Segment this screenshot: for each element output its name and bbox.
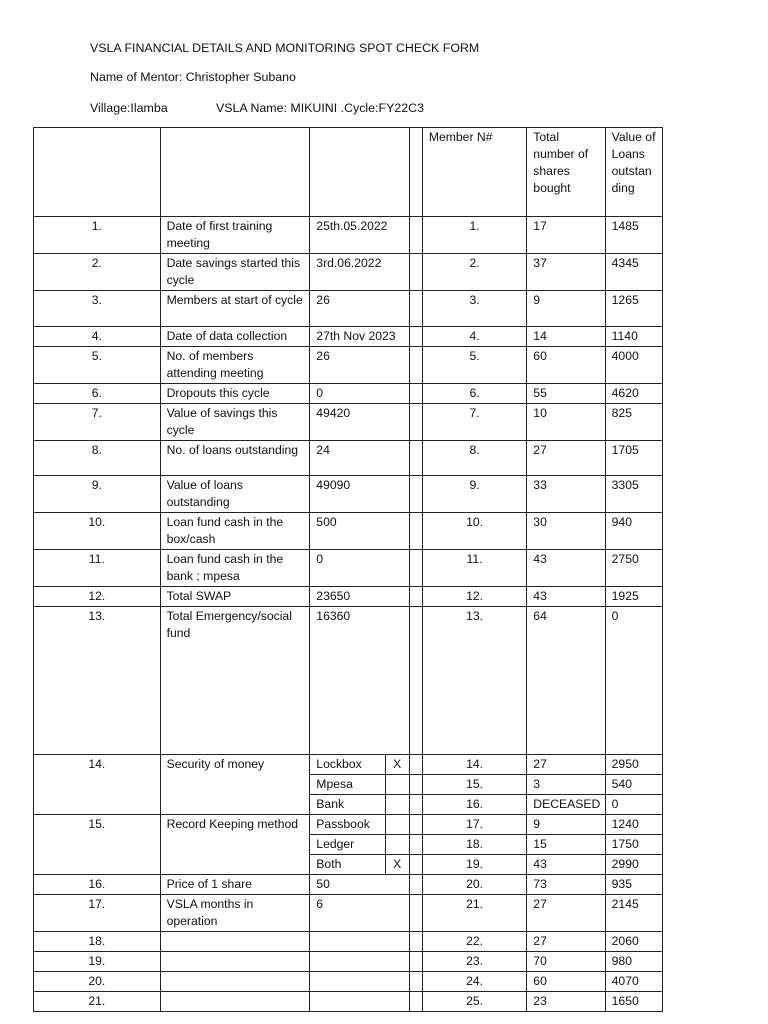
member-loans: 1240 — [605, 815, 662, 835]
item-label — [160, 972, 310, 992]
item-value: 49090 — [310, 476, 409, 513]
member-number: 7. — [422, 404, 526, 441]
member-loans: 3305 — [605, 476, 662, 513]
security-of-money-mark: X — [385, 755, 409, 775]
member-number: 1. — [422, 217, 526, 254]
member-shares: 23 — [527, 992, 605, 1012]
member-number: 6. — [422, 384, 526, 404]
item-label: VSLA months in operation — [160, 895, 310, 932]
member-shares: 27 — [527, 755, 605, 775]
item-number: 17. — [34, 895, 161, 932]
table-row — [34, 550, 663, 587]
security-of-money-option: Lockbox — [310, 755, 385, 775]
table-row — [34, 217, 663, 254]
item-value: 16360 — [310, 607, 409, 755]
mentor-name: Name of Mentor: Christopher Subano — [90, 70, 296, 84]
village-line — [90, 101, 424, 115]
security-of-money-number: 14. — [34, 755, 161, 815]
spacer-cell — [409, 513, 422, 550]
table-row — [34, 607, 663, 755]
item-value — [310, 992, 409, 1012]
spacer-cell — [409, 835, 422, 855]
member-shares: 15 — [527, 835, 605, 855]
member-shares: DECEASED — [527, 795, 605, 815]
item-number: 19. — [34, 952, 161, 972]
item-number: 18. — [34, 932, 161, 952]
member-shares: 10 — [527, 404, 605, 441]
record-keeping-mark — [385, 835, 409, 855]
spacer-cell — [409, 932, 422, 952]
item-number: 5. — [34, 347, 161, 384]
table-row — [34, 755, 663, 775]
record-keeping-option: Both — [310, 855, 385, 875]
member-number: 11. — [422, 550, 526, 587]
item-label: Date savings started this cycle — [160, 254, 310, 291]
security-of-money-option: Mpesa — [310, 775, 385, 795]
member-loans: 1705 — [605, 441, 662, 476]
item-label: Loan fund cash in the box/cash — [160, 513, 310, 550]
item-number: 4. — [34, 327, 161, 347]
item-value: 26 — [310, 347, 409, 384]
member-loans: 935 — [605, 875, 662, 895]
member-loans: 4000 — [605, 347, 662, 384]
member-loans: 4345 — [605, 254, 662, 291]
member-shares: 30 — [527, 513, 605, 550]
table-row — [34, 895, 663, 932]
item-label: Value of savings this cycle — [160, 404, 310, 441]
member-number: 8. — [422, 441, 526, 476]
member-loans: 2750 — [605, 550, 662, 587]
spacer-cell — [409, 441, 422, 476]
item-label: No. of members attending meeting — [160, 347, 310, 384]
item-number: 7. — [34, 404, 161, 441]
item-label: Dropouts this cycle — [160, 384, 310, 404]
item-label — [160, 932, 310, 952]
form-title: VSLA FINANCIAL DETAILS AND MONITORING SPOT CHECK FORM — [90, 41, 480, 55]
member-loans: 0 — [605, 795, 662, 815]
member-number: 19. — [422, 855, 526, 875]
spacer-cell — [409, 775, 422, 795]
table-row — [34, 972, 663, 992]
spacer-cell — [409, 476, 422, 513]
member-loans: 1650 — [605, 992, 662, 1012]
member-number: 18. — [422, 835, 526, 855]
member-loans: 4070 — [605, 972, 662, 992]
member-shares: 27 — [527, 895, 605, 932]
spacer-cell — [409, 855, 422, 875]
item-label — [160, 992, 310, 1012]
item-value: 500 — [310, 513, 409, 550]
item-number: 3. — [34, 291, 161, 327]
spacer-cell — [409, 795, 422, 815]
table-row — [34, 587, 663, 607]
member-shares: 43 — [527, 550, 605, 587]
member-shares: 9 — [527, 291, 605, 327]
item-label: Price of 1 share — [160, 875, 310, 895]
member-number: 13. — [422, 607, 526, 755]
member-shares: 27 — [527, 932, 605, 952]
item-value: 25th.05.2022 — [310, 217, 409, 254]
spacer-cell — [409, 404, 422, 441]
item-number: 1. — [34, 217, 161, 254]
spacer-cell — [409, 607, 422, 755]
item-value: 26 — [310, 291, 409, 327]
member-loans: 0 — [605, 607, 662, 755]
member-shares: 33 — [527, 476, 605, 513]
blank-header-cell — [34, 128, 161, 217]
item-number: 6. — [34, 384, 161, 404]
item-number: 12. — [34, 587, 161, 607]
member-number: 21. — [422, 895, 526, 932]
item-value: 0 — [310, 550, 409, 587]
member-number: 14. — [422, 755, 526, 775]
member-loans: 1750 — [605, 835, 662, 855]
spacer-cell — [409, 952, 422, 972]
member-shares: 70 — [527, 952, 605, 972]
record-keeping-mark: X — [385, 855, 409, 875]
member-shares: 64 — [527, 607, 605, 755]
item-value: 24 — [310, 441, 409, 476]
table-row — [34, 932, 663, 952]
item-value: 6 — [310, 895, 409, 932]
record-keeping-option: Passbook — [310, 815, 385, 835]
item-label: Loan fund cash in the bank ; mpesa — [160, 550, 310, 587]
member-loans: 1925 — [605, 587, 662, 607]
table-row — [34, 875, 663, 895]
item-value: 27th Nov 2023 — [310, 327, 409, 347]
table-row — [34, 992, 663, 1012]
table-row — [34, 404, 663, 441]
spacer-cell — [409, 254, 422, 291]
item-number: 2. — [34, 254, 161, 291]
spacer-cell — [409, 291, 422, 327]
spacer-cell — [409, 347, 422, 384]
member-loans: 2145 — [605, 895, 662, 932]
table-row — [34, 384, 663, 404]
member-number: 16. — [422, 795, 526, 815]
item-value — [310, 932, 409, 952]
member-loans: 1140 — [605, 327, 662, 347]
record-keeping-label: Record Keeping method — [160, 815, 310, 875]
item-number: 20. — [34, 972, 161, 992]
member-shares: 43 — [527, 587, 605, 607]
member-number: 12. — [422, 587, 526, 607]
member-number: 24. — [422, 972, 526, 992]
item-value: 50 — [310, 875, 409, 895]
table-row — [34, 291, 663, 327]
security-of-money-mark — [385, 795, 409, 815]
spacer-cell — [409, 992, 422, 1012]
table-row — [34, 347, 663, 384]
spacer-cell — [409, 587, 422, 607]
member-number: 9. — [422, 476, 526, 513]
member-shares: 14 — [527, 327, 605, 347]
member-loans: 2950 — [605, 755, 662, 775]
record-keeping-option: Ledger — [310, 835, 385, 855]
item-number: 16. — [34, 875, 161, 895]
table-row — [34, 952, 663, 972]
item-value — [310, 972, 409, 992]
member-shares: 60 — [527, 972, 605, 992]
spacer-cell — [409, 895, 422, 932]
spacer-cell — [409, 550, 422, 587]
details-table — [33, 127, 663, 1012]
table-row — [34, 513, 663, 550]
loans-header: Value of Loans outstan ding — [605, 128, 662, 217]
security-of-money-label: Security of money — [160, 755, 310, 815]
table-row — [34, 441, 663, 476]
blank-header-cell — [310, 128, 409, 217]
security-of-money-mark — [385, 775, 409, 795]
item-number: 8. — [34, 441, 161, 476]
item-number: 13. — [34, 607, 161, 755]
spacer-cell — [409, 384, 422, 404]
member-loans: 1265 — [605, 291, 662, 327]
spacer-cell — [409, 327, 422, 347]
item-number: 11. — [34, 550, 161, 587]
member-number: 25. — [422, 992, 526, 1012]
item-number: 10. — [34, 513, 161, 550]
member-shares: 55 — [527, 384, 605, 404]
spacer-cell — [409, 128, 422, 217]
item-label: Value of loans outstanding — [160, 476, 310, 513]
member-loans: 2990 — [605, 855, 662, 875]
item-label: Date of first training meeting — [160, 217, 310, 254]
member-number: 20. — [422, 875, 526, 895]
member-number: 15. — [422, 775, 526, 795]
item-label: Date of data collection — [160, 327, 310, 347]
member-number: 17. — [422, 815, 526, 835]
item-label — [160, 952, 310, 972]
item-number: 21. — [34, 992, 161, 1012]
member-number: 4. — [422, 327, 526, 347]
item-label: Total SWAP — [160, 587, 310, 607]
member-shares: 9 — [527, 815, 605, 835]
item-value: 3rd.06.2022 — [310, 254, 409, 291]
member-shares: 73 — [527, 875, 605, 895]
item-label: Members at start of cycle — [160, 291, 310, 327]
spacer-cell — [409, 217, 422, 254]
spacer-cell — [409, 972, 422, 992]
table-row — [34, 815, 663, 835]
member-number: 3. — [422, 291, 526, 327]
record-keeping-mark — [385, 815, 409, 835]
item-value: 0 — [310, 384, 409, 404]
item-value — [310, 952, 409, 972]
member-number: 2. — [422, 254, 526, 291]
member-number: 10. — [422, 513, 526, 550]
security-of-money-option: Bank — [310, 795, 385, 815]
spacer-cell — [409, 875, 422, 895]
member-loans: 940 — [605, 513, 662, 550]
member-loans: 540 — [605, 775, 662, 795]
spacer-cell — [409, 755, 422, 775]
item-value: 49420 — [310, 404, 409, 441]
record-keeping-number: 15. — [34, 815, 161, 875]
member-loans: 4620 — [605, 384, 662, 404]
member-shares: 43 — [527, 855, 605, 875]
table-row — [34, 128, 663, 217]
member-number: 22. — [422, 932, 526, 952]
member-loans: 825 — [605, 404, 662, 441]
member-no-header: Member N# — [422, 128, 526, 217]
item-label: Total Emergency/social fund — [160, 607, 310, 755]
member-shares: 3 — [527, 775, 605, 795]
member-number: 23. — [422, 952, 526, 972]
item-value: 23650 — [310, 587, 409, 607]
member-shares: 37 — [527, 254, 605, 291]
item-number: 9. — [34, 476, 161, 513]
table-row — [34, 327, 663, 347]
member-shares: 60 — [527, 347, 605, 384]
blank-header-cell — [160, 128, 310, 217]
member-shares: 27 — [527, 441, 605, 476]
member-loans: 1485 — [605, 217, 662, 254]
village-name: Village:Ilamba — [90, 101, 168, 115]
shares-header: Total number of shares bought — [527, 128, 605, 217]
vsla-name: VSLA Name: MIKUINI .Cycle:FY22C3 — [216, 101, 424, 115]
table-row — [34, 476, 663, 513]
spacer-cell — [409, 815, 422, 835]
table-row — [34, 254, 663, 291]
item-label: No. of loans outstanding — [160, 441, 310, 476]
member-number: 5. — [422, 347, 526, 384]
member-loans: 980 — [605, 952, 662, 972]
member-shares: 17 — [527, 217, 605, 254]
member-loans: 2060 — [605, 932, 662, 952]
